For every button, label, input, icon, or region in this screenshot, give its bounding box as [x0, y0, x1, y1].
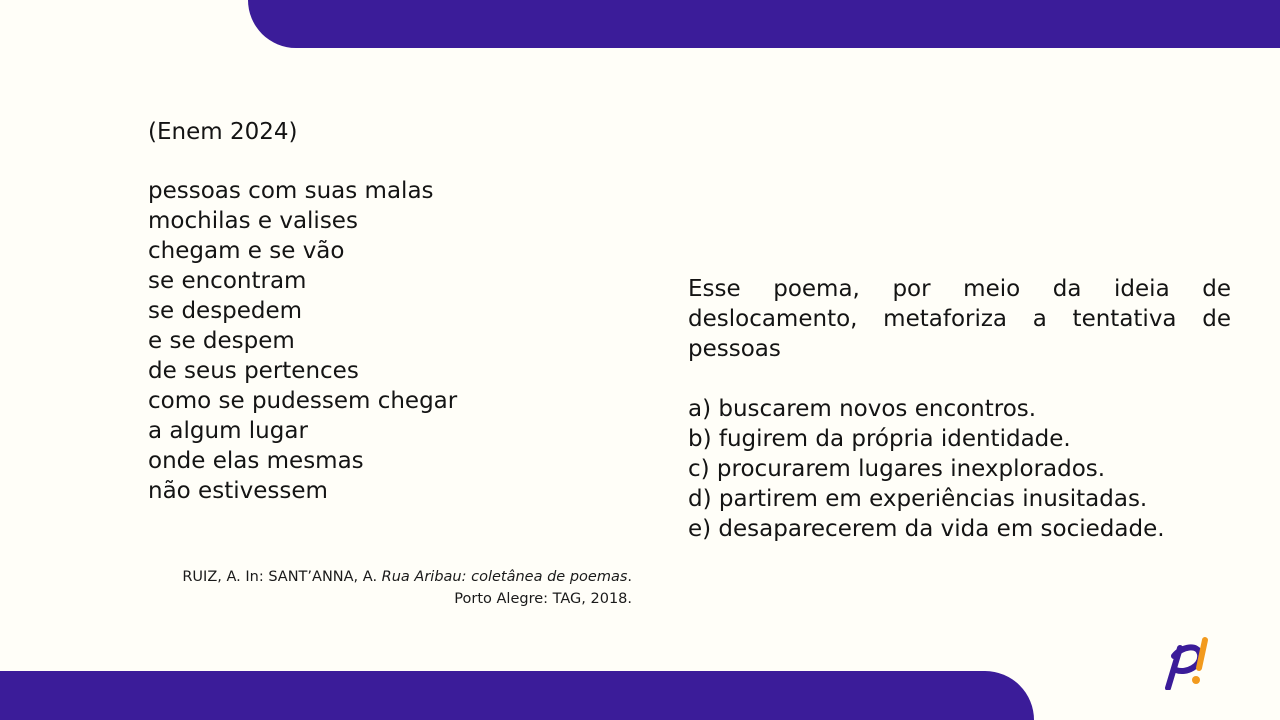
answer-options — [688, 394, 1165, 544]
poem-line: se despedem — [148, 298, 303, 324]
option-b: b) fugirem da própria identidade. — [688, 426, 1071, 452]
poem-line: não estivessem — [148, 478, 328, 504]
citation-suffix: . Porto Alegre: TAG, 2018. — [454, 569, 632, 607]
poem-line: se encontram — [148, 268, 307, 294]
poem — [148, 176, 457, 506]
bottom-decorative-bar — [0, 671, 1034, 720]
logo-exclamation-dot — [1192, 676, 1200, 684]
poem-line: a algum lugar — [148, 418, 308, 444]
brand-logo-icon — [1158, 634, 1218, 690]
citation-title: Rua Aribau: coletânea de poemas — [381, 569, 628, 585]
option-e: e) desaparecerem da vida em sociedade. — [688, 516, 1165, 542]
exam-label: (Enem 2024) — [148, 119, 298, 145]
poem-citation — [180, 566, 632, 610]
citation-prefix: RUIZ, A. In: SANT’ANNA, A. — [182, 569, 382, 585]
poem-line: como se pudessem chegar — [148, 388, 458, 414]
top-decorative-bar — [248, 0, 1280, 48]
poem-line: mochilas e valises — [148, 208, 358, 234]
poem-line: pessoas com suas malas — [148, 178, 434, 204]
poem-line: de seus pertences — [148, 358, 359, 384]
poem-line: onde elas mesmas — [148, 448, 364, 474]
option-c: c) procurarem lugares inexplorados. — [688, 456, 1106, 482]
option-a: a) buscarem novos encontros. — [688, 396, 1037, 422]
poem-line: e se despem — [148, 328, 295, 354]
question-text: Esse poema, por meio da ideia de deslocamento, metaforiza a tentativa de pessoas — [688, 276, 1231, 362]
logo-exclamation-stroke — [1199, 640, 1205, 668]
poem-line: chegam e se vão — [148, 238, 345, 264]
option-d: d) partirem em experiências inusitadas. — [688, 486, 1148, 512]
